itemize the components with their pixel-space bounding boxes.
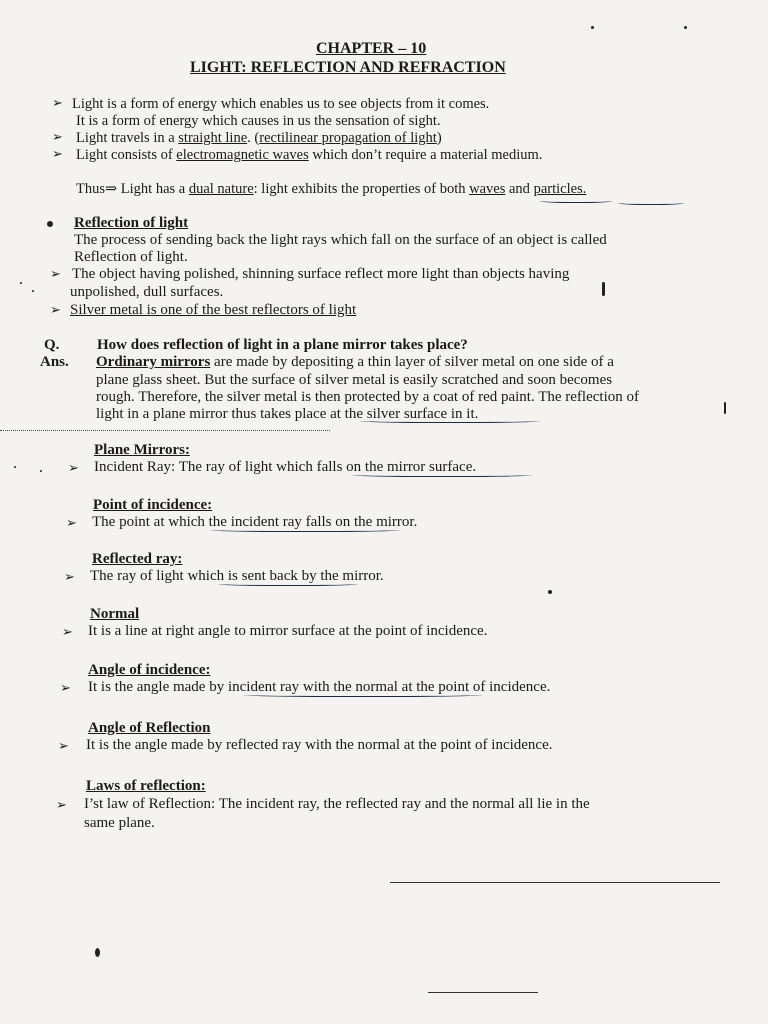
dotted-divider bbox=[0, 430, 330, 432]
reflected-ray-text: The ray of light which is sent back by the mirror. bbox=[90, 568, 384, 584]
reflection-heading: Reflection of light bbox=[74, 215, 189, 231]
ink-mark bbox=[548, 590, 552, 594]
point-of-incidence-heading: Point of incidence: bbox=[93, 497, 213, 513]
arrow-bullet-icon: ➢ bbox=[52, 146, 63, 161]
point-of-incidence-text: The point at which the incident ray falls on the mirror. bbox=[92, 514, 418, 530]
arrow-bullet-icon: ➢ bbox=[66, 515, 77, 530]
answer-line-4: light in a plane mirror thus takes place at the silver surface in it. bbox=[96, 406, 479, 422]
ink-mark bbox=[591, 26, 594, 29]
pen-underline bbox=[244, 692, 482, 697]
pen-underline bbox=[540, 198, 612, 203]
angle-of-reflection-heading: Angle of Reflection bbox=[88, 720, 211, 736]
normal-heading: Normal bbox=[90, 606, 140, 622]
plane-mirrors-text: Incident Ray: The ray of light which falls on the mirror surface. bbox=[94, 459, 477, 475]
arrow-bullet-icon: ➢ bbox=[52, 95, 63, 110]
intro-dual-nature: Thus⇒ Light has a dual nature: light exhibits the properties of both waves and particles. bbox=[76, 181, 587, 197]
intro-line-1: Light is a form of energy which enables us to see objects from it comes. bbox=[72, 96, 490, 112]
bottom-rule-short bbox=[428, 992, 538, 993]
reflection-def-line-1: The process of sending back the light rays which fall on the surface of an object is called bbox=[74, 232, 607, 248]
pen-underline bbox=[210, 527, 400, 532]
normal-text: It is a line at right angle to mirror surface at the point of incidence. bbox=[88, 623, 488, 639]
reflection-object-line-2: unpolished, dull surfaces. bbox=[70, 284, 224, 300]
answer-label: Ans. bbox=[40, 354, 69, 370]
bottom-rule bbox=[390, 882, 720, 883]
arrow-bullet-icon: ➢ bbox=[50, 266, 61, 281]
pen-underline bbox=[360, 418, 540, 423]
silver-reflector-line: Silver metal is one of the best reflectors of light bbox=[70, 302, 357, 318]
first-law-line-2: same plane. bbox=[84, 815, 155, 831]
ink-mark bbox=[14, 466, 16, 468]
chapter-number: CHAPTER – 10 bbox=[316, 40, 427, 57]
reflected-ray-heading: Reflected ray: bbox=[92, 551, 183, 567]
arrow-bullet-icon: ➢ bbox=[58, 738, 69, 753]
chapter-title: LIGHT: REFLECTION AND REFRACTION bbox=[190, 59, 506, 76]
pen-underline bbox=[218, 581, 358, 586]
pen-underline bbox=[618, 200, 684, 205]
answer-line-3: rough. Therefore, the silver metal is then protected by a coat of red paint. The reflection of bbox=[96, 389, 639, 405]
question-text: How does reflection of light in a plane mirror takes place? bbox=[97, 337, 468, 353]
arrow-bullet-icon: ➢ bbox=[52, 129, 63, 144]
ink-mark bbox=[32, 290, 34, 292]
ink-mark bbox=[95, 948, 100, 957]
plane-mirrors-heading: Plane Mirrors: bbox=[94, 442, 190, 458]
arrow-bullet-icon: ➢ bbox=[62, 624, 73, 639]
ink-mark bbox=[40, 470, 42, 472]
angle-of-incidence-heading: Angle of incidence: bbox=[88, 662, 211, 678]
arrow-bullet-icon: ➢ bbox=[68, 460, 79, 475]
laws-heading: Laws of reflection: bbox=[86, 778, 206, 794]
reflection-object-line-1: The object having polished, shinning surface reflect more light than objects having bbox=[72, 266, 570, 282]
round-bullet-icon bbox=[47, 221, 53, 227]
arrow-bullet-icon: ➢ bbox=[50, 302, 61, 317]
intro-electromagnetic: Light consists of electromagnetic waves which don’t require a material medium. bbox=[76, 147, 543, 163]
intro-line-2: It is a form of energy which causes in us the sensation of sight. bbox=[76, 113, 441, 129]
ink-mark bbox=[602, 282, 605, 296]
pen-underline bbox=[352, 472, 532, 477]
angle-of-reflection-text: It is the angle made by reflected ray with the normal at the point of incidence. bbox=[86, 737, 553, 753]
ink-mark bbox=[20, 282, 22, 284]
intro-straight-line: Light travels in a straight line. (rectilinear propagation of light) bbox=[76, 130, 442, 146]
first-law-line-1: I’st law of Reflection: The incident ray, the reflected ray and the normal all lie in the bbox=[84, 796, 590, 812]
question-label: Q. bbox=[44, 337, 60, 353]
answer-line-2: plane glass sheet. But the surface of silver metal is easily scratched and soon becomes bbox=[96, 372, 613, 388]
arrow-bullet-icon: ➢ bbox=[60, 680, 71, 695]
arrow-bullet-icon: ➢ bbox=[64, 569, 75, 584]
ink-mark bbox=[724, 402, 726, 414]
arrow-bullet-icon: ➢ bbox=[56, 797, 67, 812]
angle-of-incidence-text: It is the angle made by incident ray with the normal at the point of incidence. bbox=[88, 679, 551, 695]
ink-mark bbox=[684, 26, 687, 29]
reflection-def-line-2: Reflection of light. bbox=[74, 249, 188, 265]
answer-line-1: Ordinary mirrors are made by depositing a thin layer of silver metal on one side of a bbox=[96, 354, 614, 370]
